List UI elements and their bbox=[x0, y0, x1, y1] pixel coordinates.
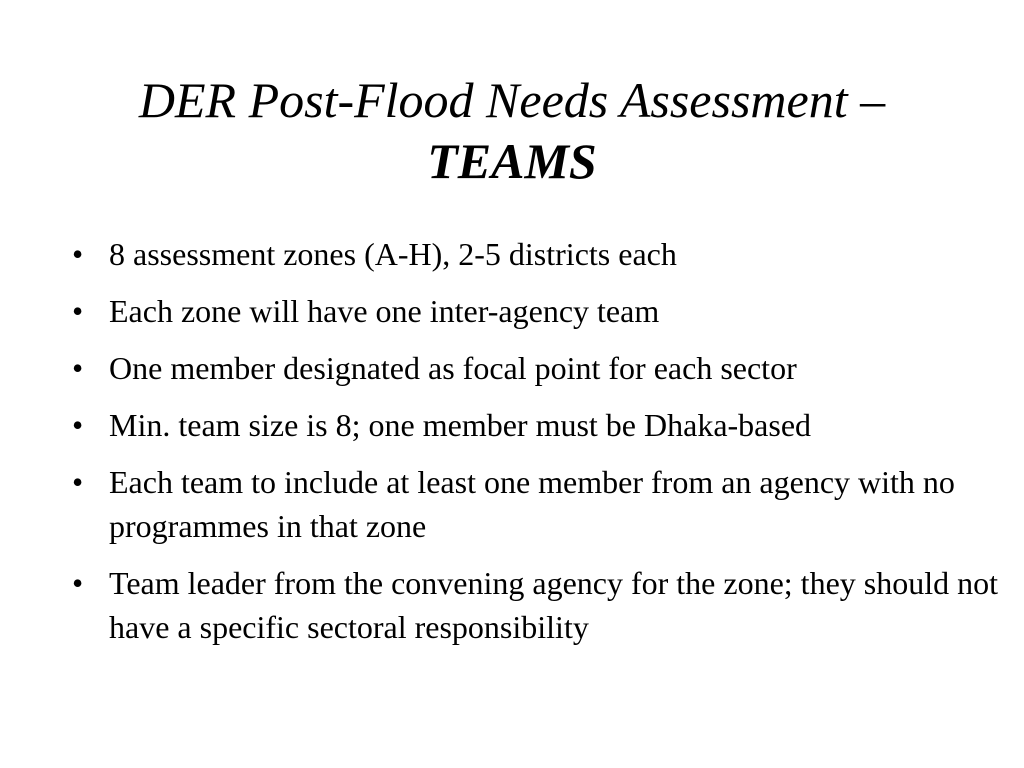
bullet-icon: • bbox=[72, 464, 84, 500]
bullet-text: Min. team size is 8; one member must be Dhaka-based bbox=[109, 407, 812, 443]
bullet-icon: • bbox=[72, 350, 84, 386]
bullet-item bbox=[72, 346, 1002, 390]
bullet-icon: • bbox=[72, 407, 84, 443]
slide-title bbox=[0, 70, 1024, 192]
slide-title-line-1: DER Post-Flood Needs Assessment – bbox=[138, 72, 886, 128]
bullet-list bbox=[72, 232, 1002, 662]
bullet-item bbox=[72, 460, 1002, 548]
bullet-text: One member designated as focal point for each sector bbox=[109, 350, 797, 386]
bullet-item bbox=[72, 232, 1002, 276]
bullet-text: Team leader from the convening agency for the zone; they should not have a specific sectoral responsibility bbox=[109, 565, 998, 645]
bullet-icon: • bbox=[72, 236, 84, 272]
bullet-item bbox=[72, 289, 1002, 333]
bullet-text: Each zone will have one inter-agency team bbox=[109, 293, 660, 329]
bullet-icon: • bbox=[72, 293, 84, 329]
slide-title-line-2: TEAMS bbox=[427, 133, 597, 189]
bullet-item bbox=[72, 561, 1002, 649]
bullet-text: 8 assessment zones (A-H), 2-5 districts each bbox=[109, 236, 677, 272]
bullet-icon: • bbox=[72, 565, 84, 601]
bullet-text: Each team to include at least one member from an agency with no programmes in that zone bbox=[109, 464, 955, 544]
bullet-item bbox=[72, 403, 1002, 447]
